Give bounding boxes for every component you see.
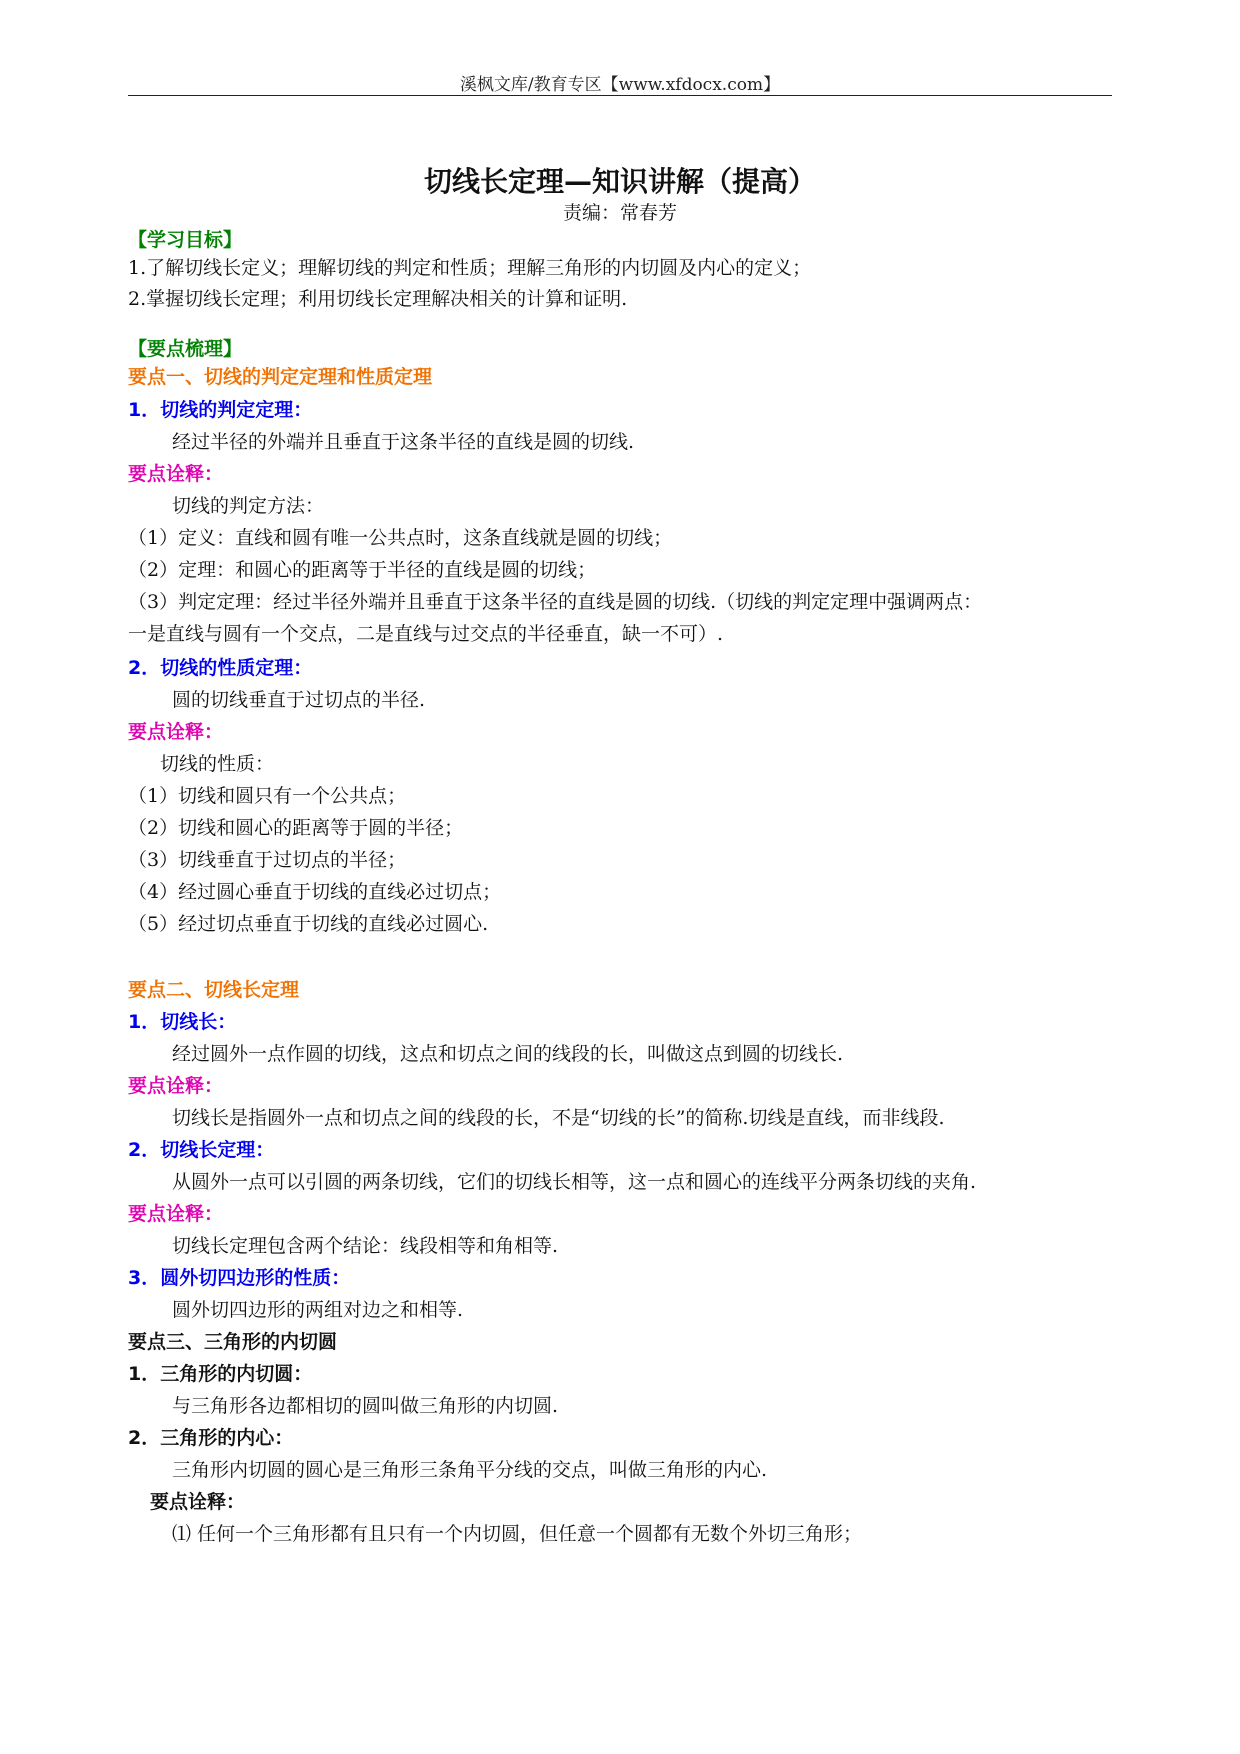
point2-sub3-title: 3．圆外切四边形的性质：	[128, 1267, 351, 1289]
point2-note2-label: 要点诠释：	[128, 1203, 224, 1225]
point1-note2-intro: 切线的性质：	[160, 753, 275, 775]
editor-line: 责编：常春芳	[562, 202, 677, 224]
point1-heading: 要点一、切线的判定定理和性质定理	[128, 366, 433, 388]
point1-note2-label: 要点诠释：	[128, 721, 224, 743]
point1-sub2-text: 圆的切线垂直于过切点的半径.	[172, 689, 426, 711]
point2-sub2-text: 从圆外一点可以引圆的两条切线，它们的切线长相等，这一点和圆心的连线平分两条切线的夹角.	[172, 1171, 977, 1193]
point3-sub1-title: 1．三角形的内切圆：	[128, 1363, 313, 1385]
goals-heading: 【学习目标】	[128, 229, 243, 251]
point1-note1-item: （2）定理：和圆心的距离等于半径的直线是圆的切线；	[128, 559, 597, 581]
point1-note2-item: （1）切线和圆只有一个公共点；	[128, 785, 407, 807]
point1-sub1-text: 经过半径的外端并且垂直于这条半径的直线是圆的切线.	[172, 431, 635, 453]
point3-heading: 要点三、三角形的内切圆	[128, 1331, 338, 1353]
point1-note1-item: 一是直线与圆有一个交点，二是直线与过交点的半径垂直，缺一不可）.	[128, 623, 724, 645]
point1-sub1-title: 1．切线的判定定理：	[128, 399, 313, 421]
page-header: 溪枫文库/教育专区【www.xfdocx.com】	[459, 75, 781, 95]
point1-note1-item: （3）判定定理：经过半径外端并且垂直于这条半径的直线是圆的切线.（切线的判定定理中强调两点：	[128, 591, 983, 613]
point3-sub2-title: 2．三角形的内心：	[128, 1427, 294, 1449]
document-title: 切线长定理—知识讲解（提高）	[423, 165, 816, 198]
point2-sub3-text: 圆外切四边形的两组对边之和相等.	[172, 1299, 464, 1321]
point1-note1-item: （1）定义：直线和圆有唯一公共点时，这条直线就是圆的切线；	[128, 527, 673, 549]
point2-note1-label: 要点诠释：	[128, 1075, 224, 1097]
point2-sub1-title: 1．切线长：	[128, 1011, 237, 1033]
point1-note2-item: （3）切线垂直于过切点的半径；	[128, 849, 407, 871]
point1-sub2-title: 2．切线的性质定理：	[128, 657, 313, 679]
point3-note-item: ⑴ 任何一个三角形都有且只有一个内切圆，但任意一个圆都有无数个外切三角形；	[172, 1523, 863, 1545]
point2-note1-text: 切线长是指圆外一点和切点之间的线段的长，不是“切线的长”的简称.切线是直线，而非线段.	[172, 1107, 945, 1129]
point1-note1-label: 要点诠释：	[128, 463, 224, 485]
point1-note1-intro: 切线的判定方法：	[172, 495, 325, 517]
point3-sub2-text: 三角形内切圆的圆心是三角形三条角平分线的交点，叫做三角形的内心.	[172, 1459, 768, 1481]
point1-note2-item: （5）经过切点垂直于切线的直线必过圆心.	[128, 913, 489, 935]
point2-heading: 要点二、切线长定理	[128, 979, 300, 1001]
point2-note2-text: 切线长定理包含两个结论：线段相等和角相等.	[172, 1235, 559, 1257]
point1-note2-item: （2）切线和圆心的距离等于圆的半径；	[128, 817, 464, 839]
point2-sub1-text: 经过圆外一点作圆的切线，这点和切点之间的线段的长，叫做这点到圆的切线长.	[172, 1043, 844, 1065]
goal-item: 2.掌握切线长定理；利用切线长定理解决相关的计算和证明.	[128, 288, 628, 310]
point1-note2-item: （4）经过圆心垂直于切线的直线必过切点；	[128, 881, 502, 903]
goal-item: 1.了解切线长定义；理解切线的判定和性质；理解三角形的内切圆及内心的定义；	[128, 257, 812, 279]
header-divider	[128, 95, 1112, 96]
summary-heading: 【要点梳理】	[128, 338, 243, 360]
point2-sub2-title: 2．切线长定理：	[128, 1139, 275, 1161]
point3-sub1-text: 与三角形各边都相切的圆叫做三角形的内切圆.	[172, 1395, 559, 1417]
point3-note-label: 要点诠释：	[150, 1491, 246, 1513]
